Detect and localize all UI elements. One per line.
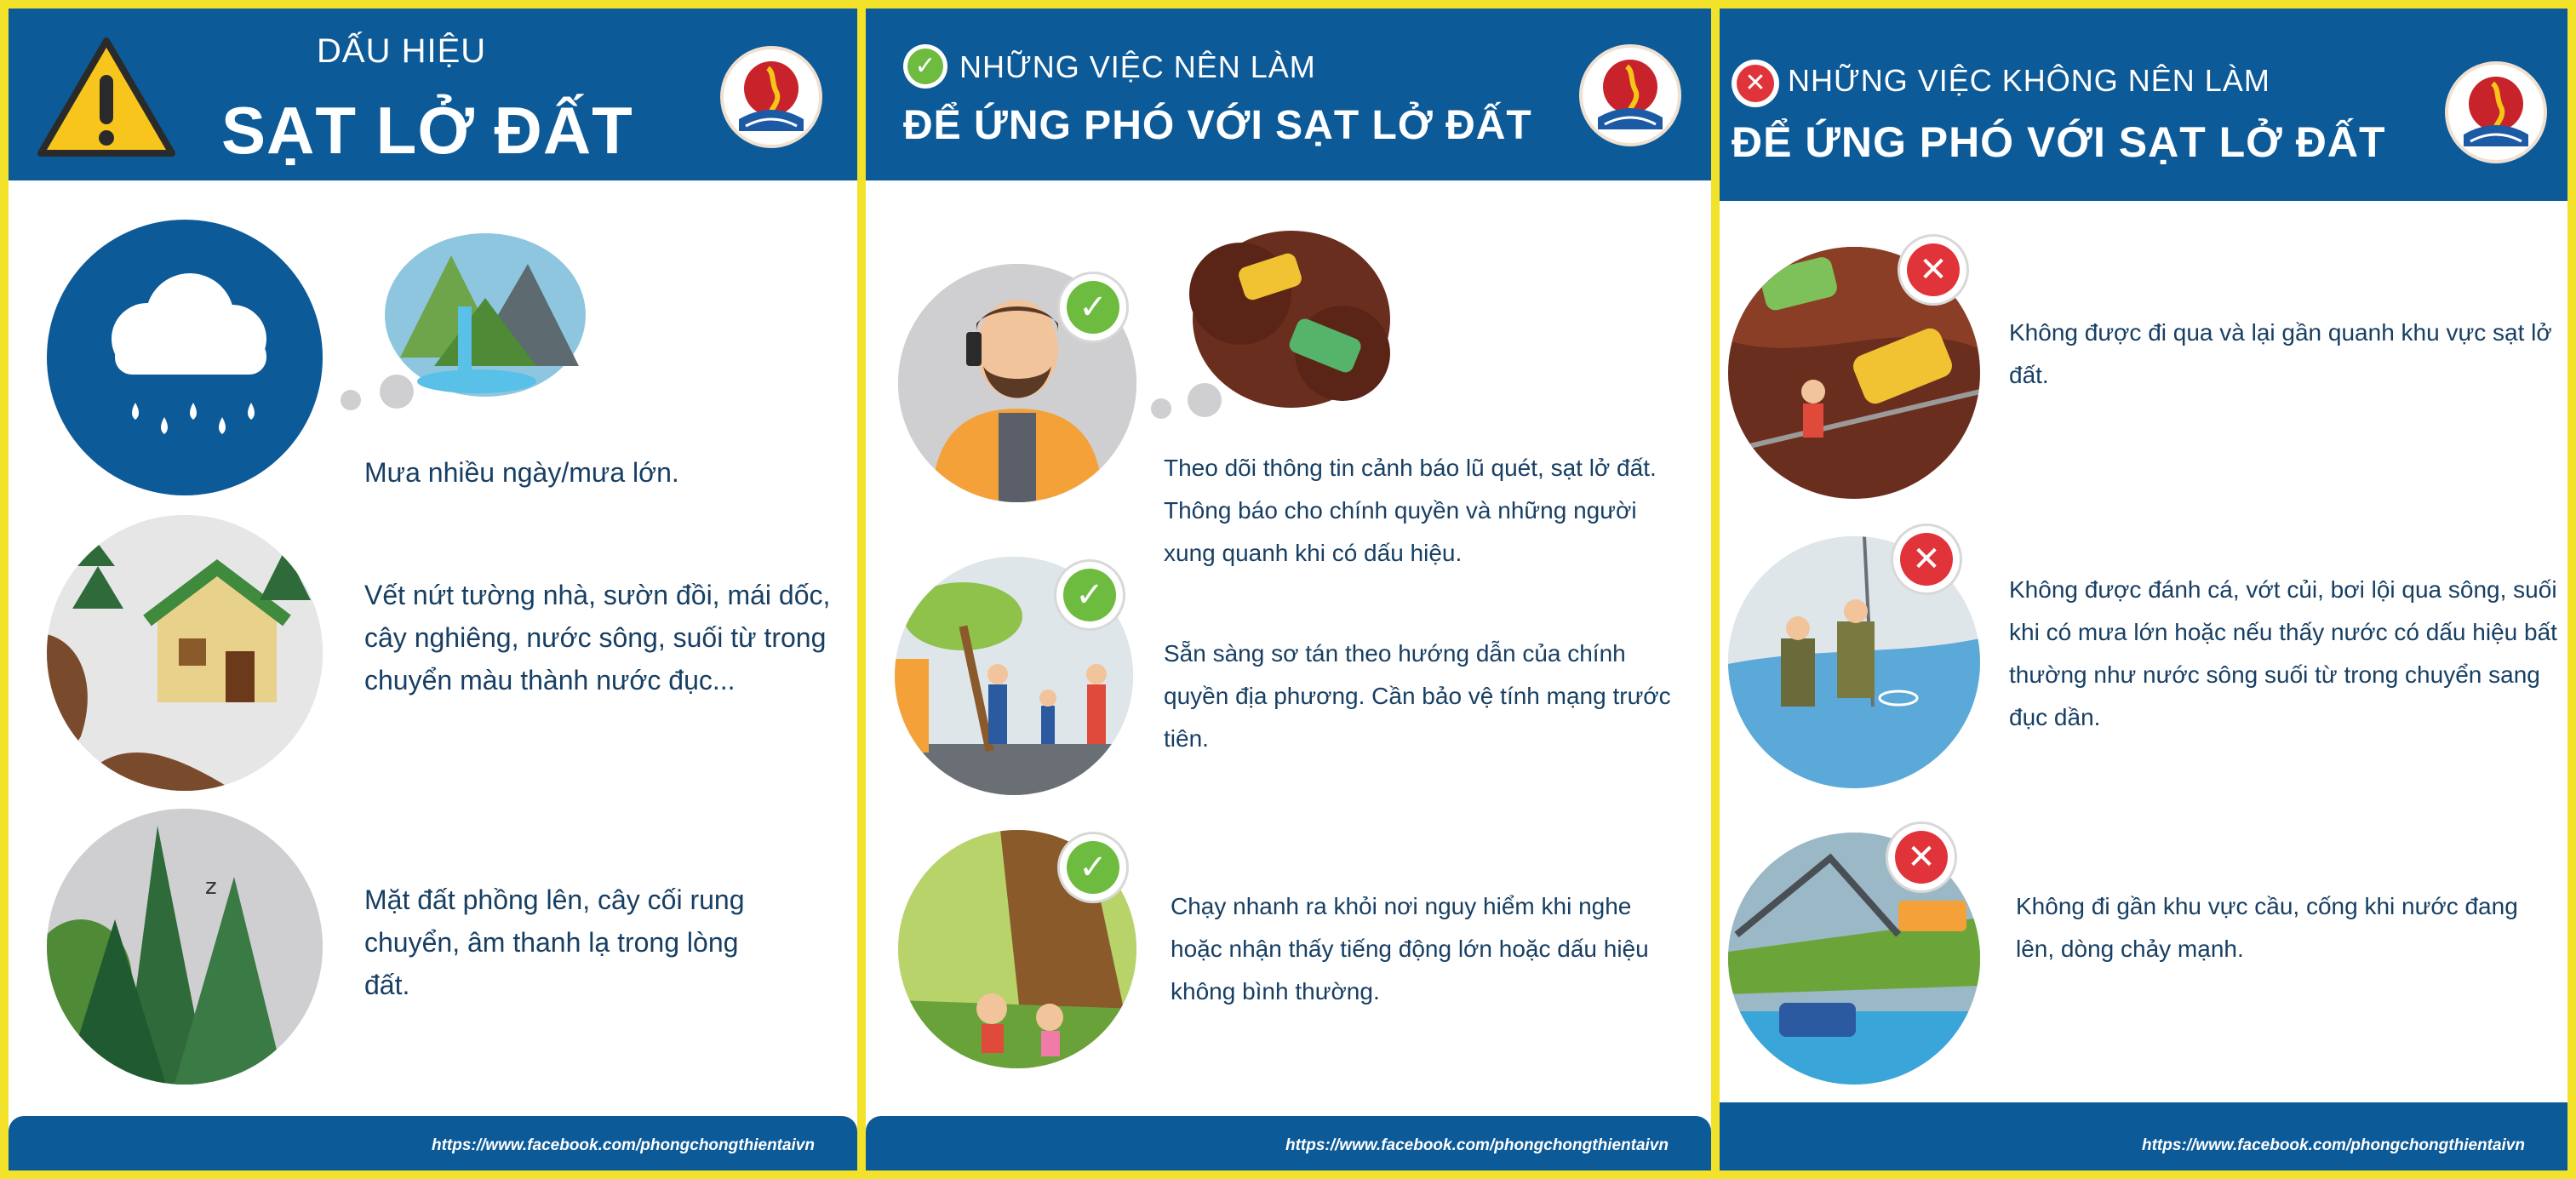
- check-badge: ✓: [1056, 562, 1123, 628]
- item-text: Vết nứt tường nhà, sườn đồi, mái dốc, cây nghiêng, nước sông, suối từ trong chuyển màu thành nước đục...: [364, 580, 831, 695]
- item-text: Theo dõi thông tin cảnh báo lũ quét, sạt lở đất. Thông báo cho chính quyền và những người xung quanh khi có dấu hiệu.: [1164, 455, 1657, 566]
- panel-header: [866, 9, 1711, 180]
- title-big: ĐỂ ỨNG PHÓ VỚI SẠT LỞ ĐẤT: [1732, 118, 2386, 166]
- panel-header: [1720, 9, 2567, 201]
- title-big: SẠT LỞ ĐẤT: [221, 93, 633, 168]
- svg-text:z: z: [205, 874, 217, 900]
- emblem-logo: [720, 46, 822, 148]
- item-text: Không được đánh cá, vớt củi, bơi lội qua sông, suối khi có mưa lớn hoặc nếu thấy nước có dấu hiệu bất thường như nước sông suối từ trong chuyển sang đục dần.: [2009, 576, 2557, 730]
- title-small: DẤU HIỆU: [317, 32, 487, 70]
- thought-bubble: [341, 390, 361, 410]
- x-icon: ✕: [1732, 60, 1779, 107]
- item-text: Chạy nhanh ra khỏi nơi nguy hiểm khi nghe hoặc nhận thấy tiếng động lớn hoặc dấu hiệu không bình thường.: [1171, 893, 1649, 1004]
- x-badge: ✕: [1900, 237, 1966, 303]
- thought-bubble: [1151, 398, 1171, 419]
- panel-header: [9, 9, 857, 180]
- title-small: NHỮNG VIỆC NÊN LÀM: [959, 49, 1316, 84]
- check-badge: ✓: [1060, 834, 1126, 901]
- rain-cloud-icon: [47, 220, 323, 495]
- item-text: Mưa nhiều ngày/mưa lớn.: [364, 457, 679, 488]
- panel-landslide-signs: [9, 9, 857, 1170]
- item-text: Mặt đất phồng lên, cây cối rung chuyển, âm thanh lạ trong lòng đất.: [364, 884, 745, 1000]
- x-badge: ✕: [1893, 526, 1960, 592]
- warning-icon: [34, 34, 179, 162]
- check-badge: ✓: [1060, 274, 1126, 341]
- footer-url[interactable]: https://www.facebook.com/phongchongthientaivn: [1285, 1136, 1669, 1154]
- footer-url[interactable]: https://www.facebook.com/phongchongthientaivn: [2141, 1136, 2525, 1154]
- x-badge: ✕: [1888, 824, 1955, 890]
- emblem-logo: [1579, 44, 1681, 146]
- check-icon: ✓: [903, 44, 947, 89]
- item-text: Không đi gần khu vực cầu, cống khi nước đang lên, dòng chảy mạnh.: [2016, 893, 2518, 962]
- item-text: Không được đi qua và lại gần quanh khu vực sạt lở đất.: [2009, 319, 2552, 388]
- panel-footer: [866, 1116, 1711, 1170]
- landslide-cars-thought-illustration: [1189, 226, 1394, 413]
- cracked-house-illustration: [47, 515, 323, 791]
- panel-things-to-do: [866, 9, 1711, 1170]
- title-big: ĐỂ ỨNG PHÓ VỚI SẠT LỞ ĐẤT: [903, 103, 1532, 148]
- emblem-logo: [2445, 61, 2547, 163]
- item-text: Sẵn sàng sơ tán theo hướng dẫn của chính quyền địa phương. Cần bảo vệ tính mạng trước tiên.: [1164, 640, 1671, 752]
- shaking-trees-illustration: [47, 809, 323, 1085]
- title-small: NHỮNG VIỆC KHÔNG NÊN LÀM: [1788, 63, 2270, 98]
- panel-footer: [9, 1116, 857, 1170]
- footer-url[interactable]: https://www.facebook.com/phongchongthientaivn: [431, 1136, 815, 1154]
- mountain-rain-illustration: [383, 221, 587, 400]
- panel-footer: [1720, 1102, 2567, 1170]
- panel-things-not-to-do: [1720, 9, 2567, 1170]
